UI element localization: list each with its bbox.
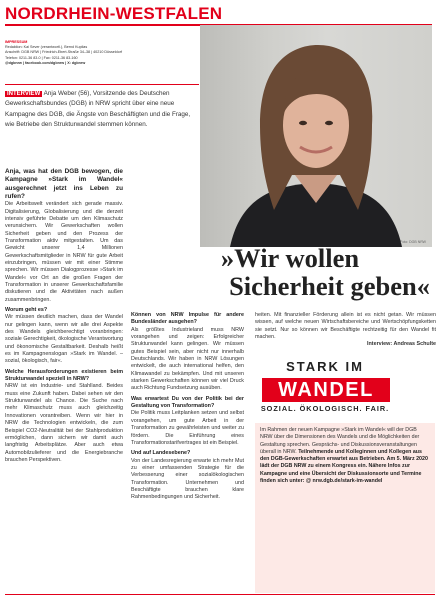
infobox-details: Teilnehmende und Kolleginnen und Kollegen aus den DGB-Gewerkschaften erwartet aus Betrieben. Am 5. März 2020 lädt der DGB NRW zu einem Kongress ein. Nähere Infos zur Kampagne und eine Übersicht der Diskussionsorte und Termine finden sich unter: @ nrw.dgb.de/stark-im-wandel	[260, 448, 428, 485]
answer: Die Politik muss Leitplanken setzen und selbst vorangehen, um gute Arbeit in der Transformation zu gewährleisten und weiter zu fördern. Die Einführung eines Transformationstarifvertrages ist ein Beispiel.	[131, 410, 244, 446]
article-column-3	[255, 312, 436, 349]
impressum-block	[5, 40, 200, 66]
bottom-divider	[5, 594, 435, 595]
campaign-infobox	[255, 423, 435, 593]
impressum-line: @dgbnrw | facebook.com/dgbnrw | X: dgbnrw	[5, 60, 86, 65]
interview-label: INTERVIEW	[7, 91, 41, 97]
question: Welche Herausforderungen existieren beim Strukturwandel speziell in NRW?	[5, 368, 123, 383]
headline	[150, 244, 430, 300]
impressum-line: Redaktion: Kai Sever (verantwortl.), Bernd Kupilas	[5, 45, 88, 50]
section-title: NORDRHEIN-WESTFALEN	[5, 4, 223, 23]
article-column-1	[5, 168, 123, 467]
answer: Wir müssen deutlich machen, dass der Wandel nur gelingen kann, wenn wir alle drei Aspekte des Wandels gleichberechtigt voranbringen: soziale Gerechtigkeit, ökologische Verantwortung und ökonomische Gestaltbarkeit. Deshalb heißt es im Kampagnenslogan »Stark im Wandel. – sozial, ökologisch, fair«.	[5, 314, 123, 365]
question: Anja, was hat den DGB bewogen, die Kampagne »Stark im Wandel« ausgerechnet jetzt ins Leben zu rufen?	[5, 168, 123, 200]
portrait-illustration	[200, 25, 432, 247]
answer-continued: heiten. Mit finanzieller Förderung allein ist es nicht getan. Wir müssen wissen, auf welche neuen Wirtschaftsbereiche und Wertschöpfungsketten sie setzt. Nur so können wir Beschäftigte rechtzeitig für den Wandel fit machen.	[255, 312, 436, 341]
campaign-logo	[259, 359, 391, 417]
question: Was erwartest Du von der Politik bei der Gestaltung von Transformation?	[131, 395, 244, 410]
portrait-photo	[200, 25, 432, 247]
answer: Von der Landesregierung erwarte ich mehr Mut zu einer umfassenden Strategie für die Verbesserung einer sozialökologischen Transformation. Unternehmen und Beschäftigte brauchen klare Rahmenbedingungen und Sicherheit.	[131, 457, 244, 501]
impressum-line: Telefon: 0211-36 83-0 | Fax: 0211-36 83-160	[5, 55, 78, 60]
intro-text: Anja Weber (56), Vorsitzende des Deutschen Gewerkschaftsbundes (DGB) in NRW spricht über eine neue Kampagne des DGB, die Ängste von Beschäftigten und die Frage, wie Betriebe den Strukturwandel stemmen können.	[5, 90, 191, 128]
interview-byline: Interview: Andreas Schulte	[367, 341, 436, 348]
logo-tagline: SOZIAL. ÖKOLOGISCH. FAIR.	[260, 404, 390, 413]
impressum-heading: IMPRESSUM	[5, 40, 28, 44]
answer: Als größtes Industrieland muss NRW vorangehen und zeigen: Erfolgreicher Strukturwandel kann gelingen. Wir müssen gutes Beispiel sein, aber nicht nur innerhalb Deutschlands. Wir haben in NRW Lösungen entwickelt, die auch international helfen, den Klimawandel zu bekämpfen. Und mit unseren starken Gewerkschaften können wir viel Druck auch Richtung Fundsetzung ausüben.	[131, 326, 244, 392]
question: Worum geht es?	[5, 307, 48, 313]
article-column-2	[131, 312, 244, 505]
infobox-intro: Im Rahmen der neuen Kampagne »Stark im Wandel« will der DGB NRW über die Dimensionen des Wandels und die Möglichkeiten der Gestaltung sprechen. Gesprächs- und Diskussionsveranstaltungen überall in NRW.	[260, 427, 420, 455]
answer: NRW ist ein Industrie- und Stahlland. Beides muss eine Zukunft haben. Dabei sehen wir den Strukturwandel als Chance. Die Suche nach mehr Klimaschutz muss auch gleichzeitig Innovationen vorantreiben. Wenn wir hier in NRW die Technologien entwickeln, die zum Beispiel CO2-Neutralität bei der Stahlproduktion ermöglichen, dann sichern wir damit auch langfristig Arbeitsplätze. Aber auch etwa Automobilzulieferer und die Energiebranche brauchen Perspektiven.	[5, 383, 123, 463]
headline-line-1: »Wir wollen	[220, 243, 360, 273]
logo-line-1: STARK IM	[286, 359, 364, 374]
logo-line-2: WANDEL	[262, 378, 390, 402]
photo-credit: Foto: DGB NRW	[400, 240, 426, 244]
headline-line-2: Sicherheit geben«	[229, 271, 430, 301]
interview-intro	[5, 89, 195, 130]
impressum-line: Anschrift: DGB NRW | Friedrich-Ebert-Straße 34–38 | 40210 Düsseldorf	[5, 50, 123, 55]
question: Können von NRW Impulse für andere Bundesländer ausgehen?	[131, 312, 244, 326]
header-divider	[5, 84, 199, 85]
answer: Die Arbeitswelt verändert sich gerade massiv. Digitalisierung, Globalisierung und die derzeit intensiv geführte Debatte um den Klimaschutz verunsichern. Wir Gewerkschaften wollen Sicherheit geben und den Prozess der Transformation aktiv mitgestalten. Um das Gewicht unserer 1,4 Millionen Gewerkschaftsmitglieder in NRW für gute Arbeit einzubringen, müssen wir mit einer Stimme sprechen. Wir müssen Dialogprozesse »Stark im Wandel« vor Ort an die großen Fragen der Transformation in unserer Gewerkschaftsfamilie diskutieren und die Aktivitäten nach außen zusammenbringen.	[5, 201, 123, 303]
question: Und auf Landesebene?	[131, 450, 191, 457]
